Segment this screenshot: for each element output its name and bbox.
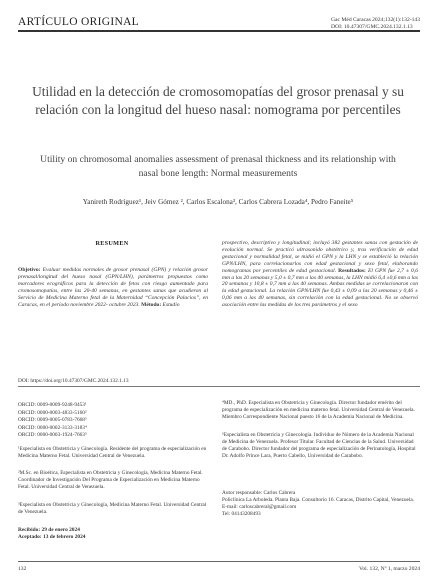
orcid-item[interactable]: ORCID: 0009-0005-0783-7668³	[18, 417, 87, 424]
method-label: Método:	[141, 301, 162, 308]
affiliation-2: ²M.Sc. en Bioética, Especialista en Obstetricia y Ginecología, Medicina Materno Fetal. Coordinador de Investigación Del Programa de Especialización en Medicina Materno Fetal. Universidad Central de Venezuela.	[18, 470, 203, 490]
section-divider	[18, 386, 420, 387]
orcid-list	[18, 402, 87, 440]
accepted-date: Aceptado: 13 de febrero 2024	[18, 534, 86, 541]
objective-text: Evaluar medidas normales de grosor prenasal (GPN) y relación grosor prenasal/longitud del hueso nasal (GPN/LHN), parámetros propuestos como marcadores ecográficos para la detección de fetos con riesgo aumentado para cromosomopatías, entre las 20-40 semanas, en gestantes sanas que acudieron al Servicio de Medicina Materno fetal de la Maternidad “Concepción Palacios”, en Caracas, en el período noviembre 2022- octubre 2023.	[18, 267, 208, 308]
method-text: Estudio	[161, 301, 180, 308]
orcid-item[interactable]: ORCID: 0000-0003-1924-7663⁵	[18, 432, 87, 439]
article-dates	[18, 527, 85, 542]
correspondence-block	[222, 490, 418, 518]
results-text: El GPN fue 2,7 ± 0,6 mm a las 20 semanas y 5,0 ± 0,7 mm a las 40 semanas, la LHN midió 6,4 ±0,6 mm a las 20 semanas y 10,8 ± 0,7 mm a las 40 semanas. Ambas medidas se correlacionaron con la edad gestacional. La relación GPN/LHN fue 0,43 ± 0,09 a las 20 semanas y 0,46 ± 0,06 mm a las 40 semanas, sin correlación con la edad gestacional. No se observó asociación entre las medidas de los tres parámetros y el sexo	[222, 267, 418, 309]
correspondence-address: Policlínica La Arboleda. Planta Baja. Consultorio 16. Caracas, Distrito Capital, Venezuela.	[222, 496, 415, 503]
correspondence-email[interactable]: E-mail: carloscabreral@gmail.com	[222, 503, 297, 510]
affiliation-4: ⁴MD., PhD. Especialista en Obstetricia y Ginecología. Director fundador emérito del programa de especialización en medicina materno fetal. Universidad Central de Venezuela. Miembro Correspondiente Nacional puesto 16 de la Academia Nacional de Medicina.	[222, 400, 415, 420]
page-number: 132	[18, 566, 27, 572]
header-rule	[18, 30, 420, 32]
objective-label: Objetivo:	[18, 267, 41, 273]
correspondence-phone: Tel: 04143208493	[222, 510, 261, 517]
affiliation-5: ⁵Especialista en Obstetricia y Ginecología. Individuo de Número de la Academia Nacional de Medicina de Venezuela. Profesor Titular. Facultad de Ciencias de la Salud. Universidad de Carabobo. Director fundador del programa de especialización de Perinatología, Hospital Dr. Adolfo Prince Lara, Puerto Cabello, Universidad de Carabobo.	[222, 432, 416, 459]
footer-rule	[18, 561, 420, 562]
volume-info: Vol. 132, Nº 1, marzo 2024	[359, 566, 420, 572]
orcid-item[interactable]: ORCID: 0009-0009-9248-9453¹	[18, 402, 87, 408]
affiliation-3: ³Especialista en Obstetricia y Ginecología, Medicina Materno Fetal. Universidad Central de Venezuela.	[18, 502, 207, 515]
section-label: ARTÍCULO ORIGINAL	[18, 16, 139, 28]
orcid-item[interactable]: ORCID: 0000-0003-4833-5160²	[18, 409, 87, 416]
correspondence-author: Autor responsable: Carlos Cabrera	[222, 490, 296, 496]
citation-line: Gac Méd Caracas 2024;132(1):132-143	[330, 17, 420, 23]
method-continued-text: prospectivo, descriptivo y longitudinal; incluyó 382 gestantes sanas con gestación de evolución normal. Se practicó ultrasonido obstétrico y, tras verificación de edad gestacional y normalidad fetal, se midió el GPN y la LHN y se estableció la relación GPN/LHN, para correlacionarlos con edad gestacional y sexo fetal, elaborando nomogramas por percentiles de edad gestacional.	[222, 240, 418, 274]
orcid-item[interactable]: ORCID: 0000-0002-3133-3183⁴	[18, 424, 87, 431]
abstract-heading: RESUMEN	[95, 240, 129, 247]
results-label: Resultados:	[338, 267, 366, 274]
doi-header-line: DOI: 10.47307/GMC.2024.132.1.13	[330, 24, 413, 30]
article-title-spanish: Utilidad en la detección de cromosomopatías del grosor prenasal y su relación con la longitud del hueso nasal: nomograma por percentiles	[32, 84, 404, 117]
affiliation-1: ¹Especialista en Obstetricia y Ginecología. Residente del programa de especialización en Medicina Materno Fetal. Universidad Central de Venezuela.	[18, 446, 207, 459]
abstract-left-column	[18, 267, 208, 308]
received-date: Recibido: 29 de enero 2024	[18, 527, 80, 533]
journal-citation	[331, 17, 420, 31]
abstract-right-column	[222, 240, 418, 309]
doi-link[interactable]: DOI: https://doi.org/10.47307/GMC.2024.132.1.13	[18, 378, 129, 384]
article-title-english: Utility on chromosomal anomalies assessment of prenasal thickness and its relationship with nasal bone length: Normal measurements	[40, 154, 396, 179]
author-list: Yanireth Rodríguez¹, Jeiv Gómez ², Carlos Escalona³, Carlos Cabrera Lozada⁴, Pedro Faneite⁵	[82, 198, 354, 206]
